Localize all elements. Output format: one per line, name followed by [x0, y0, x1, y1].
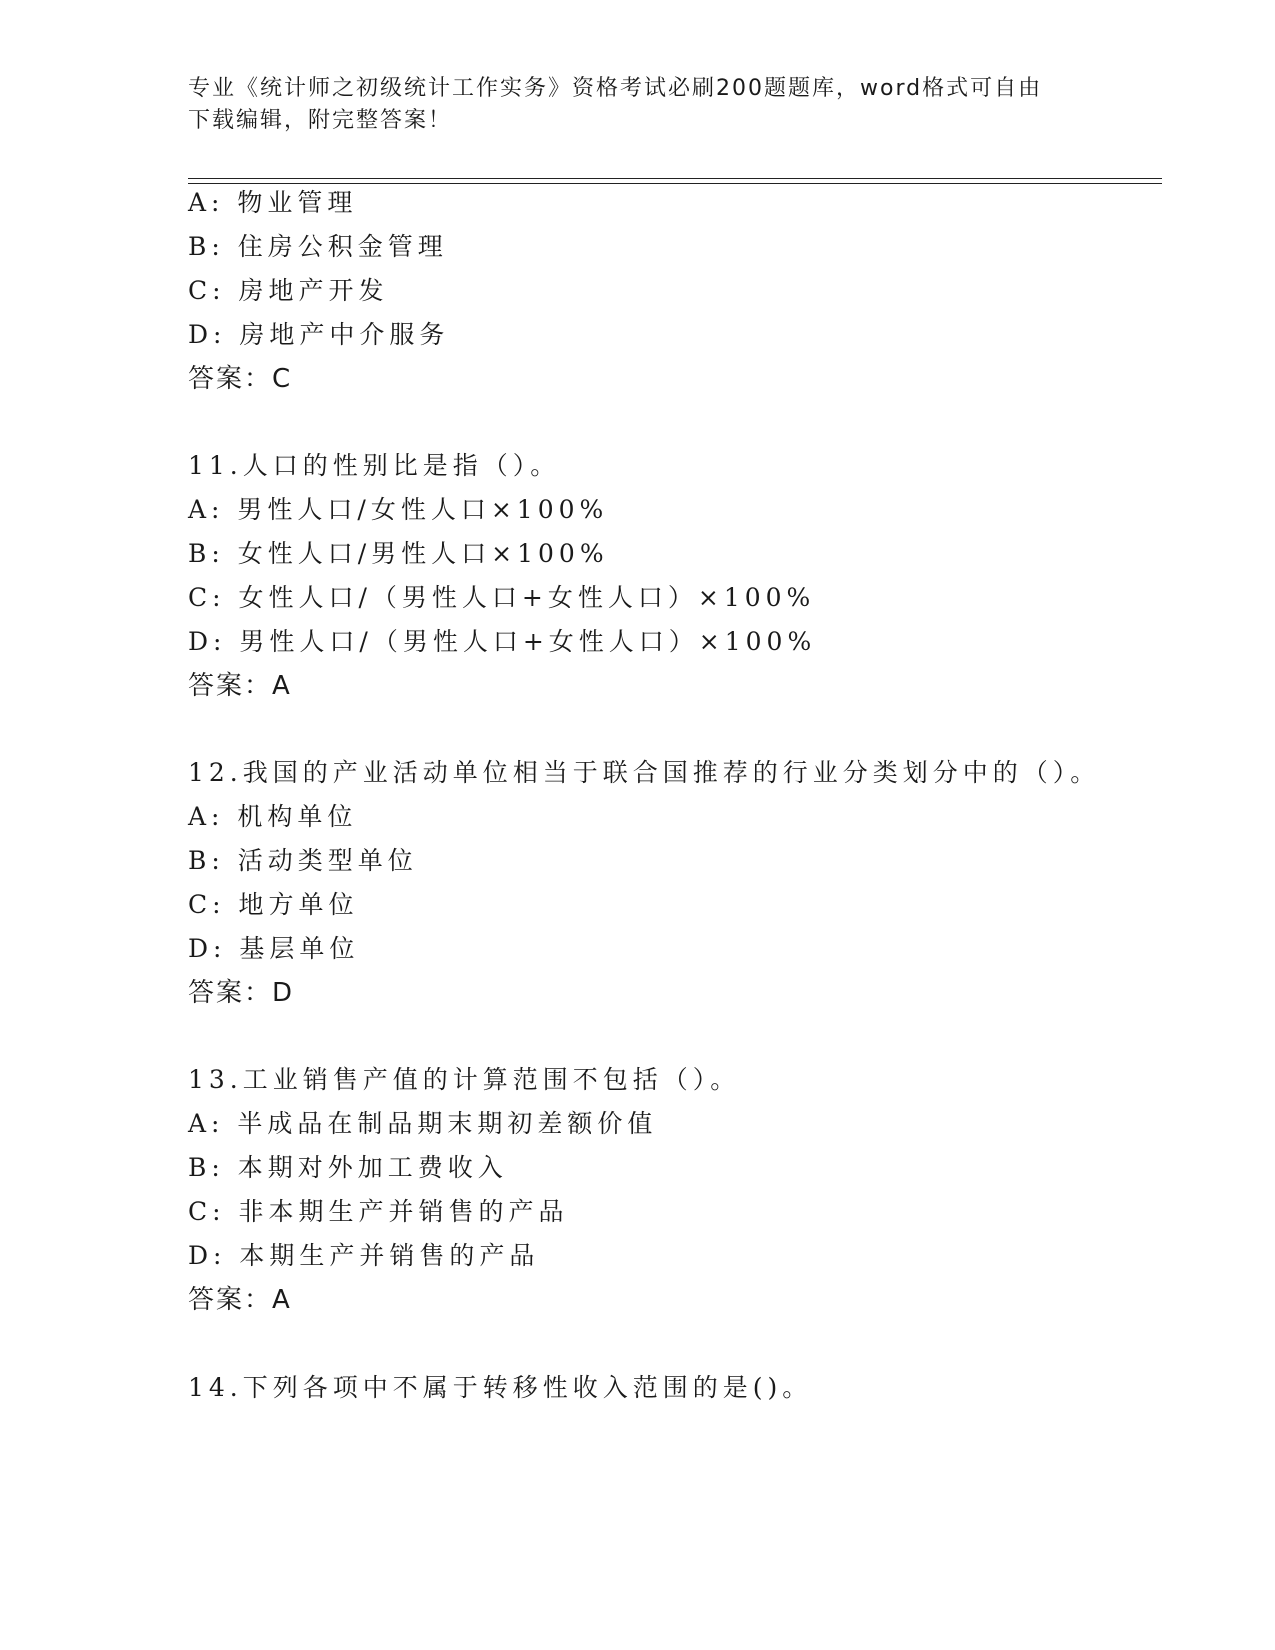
question-14: 14.下列各项中不属于转移性收入范围的是()。	[188, 1373, 813, 1402]
q11-answer: 答案：A	[188, 671, 292, 701]
q12-option-b: B: 活动类型单位	[188, 846, 418, 875]
q11-option-b: B: 女性人口/男性人口×100%	[188, 539, 609, 568]
question-11: 11.人口的性别比是指（）。	[188, 451, 561, 480]
q11-option-d: D: 男性人口/（男性人口+女性人口）×100%	[188, 627, 817, 656]
option-b: B: 住房公积金管理	[188, 232, 448, 261]
q13-option-b: B: 本期对外加工费收入	[188, 1153, 508, 1182]
header-line-1: 专业《统计师之初级统计工作实务》资格考试必刷200题题库，word格式可自由	[188, 76, 1043, 101]
question-12: 12.我国的产业活动单位相当于联合国推荐的行业分类划分中的（）。	[188, 758, 1101, 787]
question-13: 13.工业销售产值的计算范围不包括（）。	[188, 1065, 741, 1094]
q12-option-c: C: 地方单位	[188, 890, 359, 919]
q11-option-c: C: 女性人口/（男性人口+女性人口）×100%	[188, 583, 816, 612]
header-divider-bottom	[188, 183, 1162, 184]
q13-option-d: D: 本期生产并销售的产品	[188, 1241, 540, 1270]
q13-option-c: C: 非本期生产并销售的产品	[188, 1197, 569, 1226]
option-a: A: 物业管理	[188, 188, 358, 217]
answer-line: 答案：C	[188, 364, 293, 394]
q13-option-a: A: 半成品在制品期末期初差额价值	[188, 1109, 658, 1138]
header-divider-top	[188, 178, 1162, 179]
q13-answer: 答案：A	[188, 1285, 292, 1315]
q11-option-a: A: 男性人口/女性人口×100%	[188, 495, 609, 524]
header-line-2: 下载编辑，附完整答案！	[188, 108, 453, 133]
document-header	[188, 73, 1088, 137]
q12-option-a: A: 机构单位	[188, 802, 358, 831]
q12-option-d: D: 基层单位	[188, 934, 360, 963]
option-d: D: 房地产中介服务	[188, 320, 450, 349]
option-c: C: 房地产开发	[188, 276, 389, 305]
q12-answer: 答案：D	[188, 978, 295, 1008]
